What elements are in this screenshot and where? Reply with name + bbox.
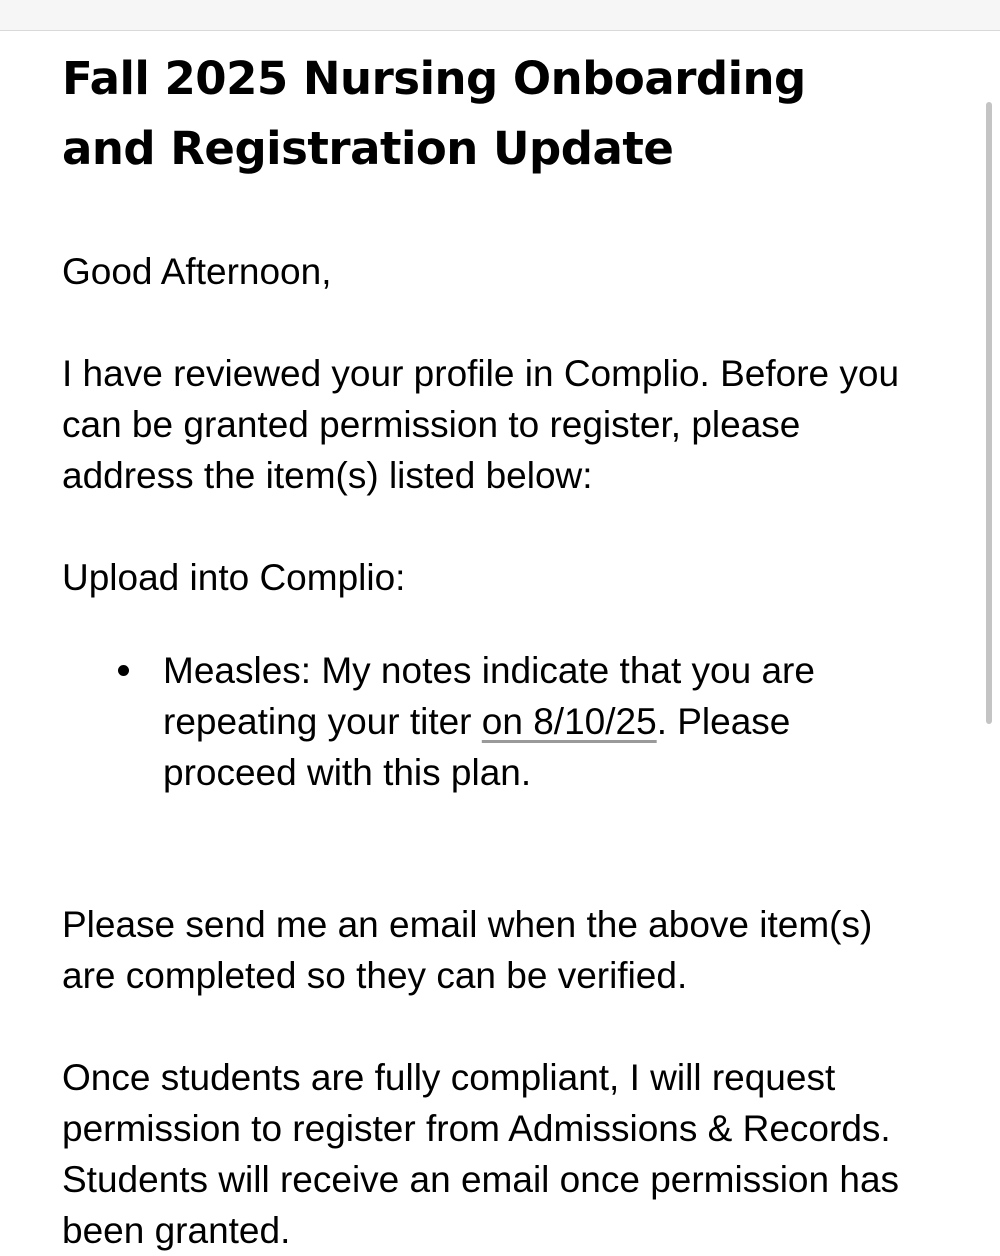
date-link[interactable]: on 8/10/25 [481, 701, 657, 742]
followup-paragraph: Please send me an email when the above item(s) are completed so they can be verified. [62, 904, 873, 996]
greeting: Good Afternoon, [62, 251, 332, 292]
email-subject: Fall 2025 Nursing Onboarding and Registration Update [62, 52, 806, 175]
required-items-list [62, 645, 962, 798]
bullet-icon [118, 665, 129, 676]
upload-heading: Upload into Complio: [62, 557, 406, 598]
scrollbar[interactable] [986, 102, 992, 724]
email-body [62, 44, 962, 1256]
closing-paragraph: Once students are fully compliant, I will request permission to register from Admissions & Records. Students will receive an email once permission has been granted. [62, 1057, 900, 1251]
item-text-before: Measles: My notes indicate that you are repeating your titer [163, 650, 815, 742]
top-bar [0, 0, 1000, 31]
item-text-after: . Please proceed with this plan. [163, 701, 791, 793]
list-item-measles [62, 645, 883, 798]
intro-paragraph: I have reviewed your profile in Complio. Before you can be granted permission to register, please address the item(s) listed below: [62, 353, 900, 496]
